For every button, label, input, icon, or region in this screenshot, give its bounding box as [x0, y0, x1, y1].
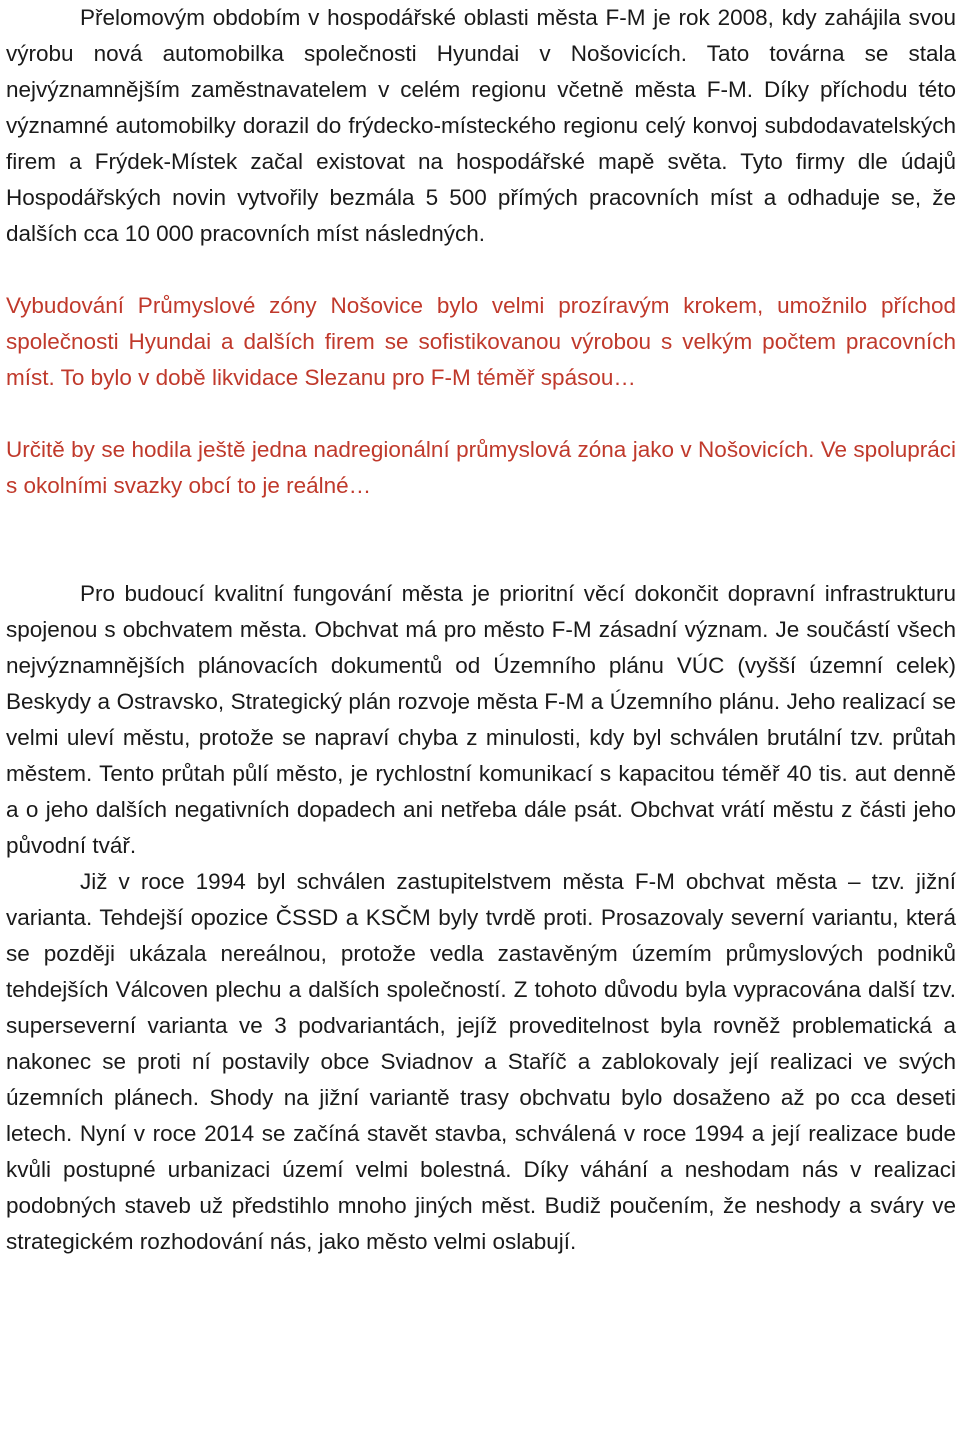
paragraph-bypass-history: Již v roce 1994 byl schválen zastupitelstvem města F-M obchvat města – tzv. jižní varianta. Tehdejší opozice ČSSD a KSČM byly tvrdě proti. Prosazovaly severní variantu, která se později ukázala nereálnou, protože vedla zastavěným územím průmyslových podniků tehdejších Válcoven plechu a dalších společností. Z tohoto důvodu byla vypracována další tzv. superseverní varianta ve 3 podvariantách, jejíž proveditelnost byla rovněž problematická a nakonec se proti ní postavily obce Sviadnov a Staříč a zablokovaly její realizaci ve svých územních plánech. Shody na jižní variantě trasy obchvatu bylo dosaženo až po cca deseti letech. Nyní v roce 2014 se začíná stavět stavba, schválená v roce 1994 a její realizace bude kvůli postupné urbanizaci území velmi bolestná. Díky váhání a neshodam nás v realizaci podobných staveb už předstihlo mnoho jiných měst. Budiž poučením, že neshody a sváry ve strategickém rozhodování nás, jako město velmi oslabují. [6, 869, 956, 1254]
paragraph-second-zone-red: Určitě by se hodila ještě jedna nadregionální průmyslová zóna jako v Nošovicích. Ve spolupráci s okolními svazky obcí to je reálné… [6, 437, 956, 498]
paragraph-bypass-infrastructure: Pro budoucí kvalitní fungování města je prioritní věcí dokončit dopravní infrastrukturu spojenou s obchvatem města. Obchvat má pro město F-M zásadní význam. Je součástí všech nejvýznamnějších plánovacích dokumentů od Územního plánu VÚC (vyšší územní celek) Beskydy a Ostravsko, Strategický plán rozvoje města F-M a Územního plánu. Jeho realizací se velmi uleví městu, protože se napraví chyba z minulosti, kdy byl schválen brutální tzv. průtah městem. Tento průtah půlí město, je rychlostní komunikací s kapacitou téměř 40 tis. aut denně a o jeho dalších negativních dopadech ani netřeba dále psát. Obchvat vrátí městu z části jeho původní tvář. [6, 581, 956, 858]
document-page [6, 0, 956, 1260]
paragraph-industrial-zone-red: Vybudování Průmyslové zóny Nošovice bylo velmi prozíravým krokem, umožnilo příchod společnosti Hyundai a dalších firem se sofistikovanou výrobou s velkým počtem pracovních míst. To bylo v době likvidace Slezanu pro F-M téměř spásou… [6, 293, 956, 390]
paragraph-hyundai-2008: Přelomovým obdobím v hospodářské oblasti města F-M je rok 2008, kdy zahájila svou výrobu nová automobilka společnosti Hyundai v Nošovicích. Tato továrna se stala nejvýznamnějším zaměstnavatelem v celém regionu včetně města F-M. Díky příchodu této významné automobilky dorazil do frýdecko-místeckého regionu celý konvoj subdodavatelských firem a Frýdek-Místek začal existovat na hospodářské mapě světa. Tyto firmy dle údajů Hospodářských novin vytvořily bezmála 5 500 přímých pracovních míst a odhaduje se, že dalších cca 10 000 pracovních míst následných. [6, 5, 956, 246]
